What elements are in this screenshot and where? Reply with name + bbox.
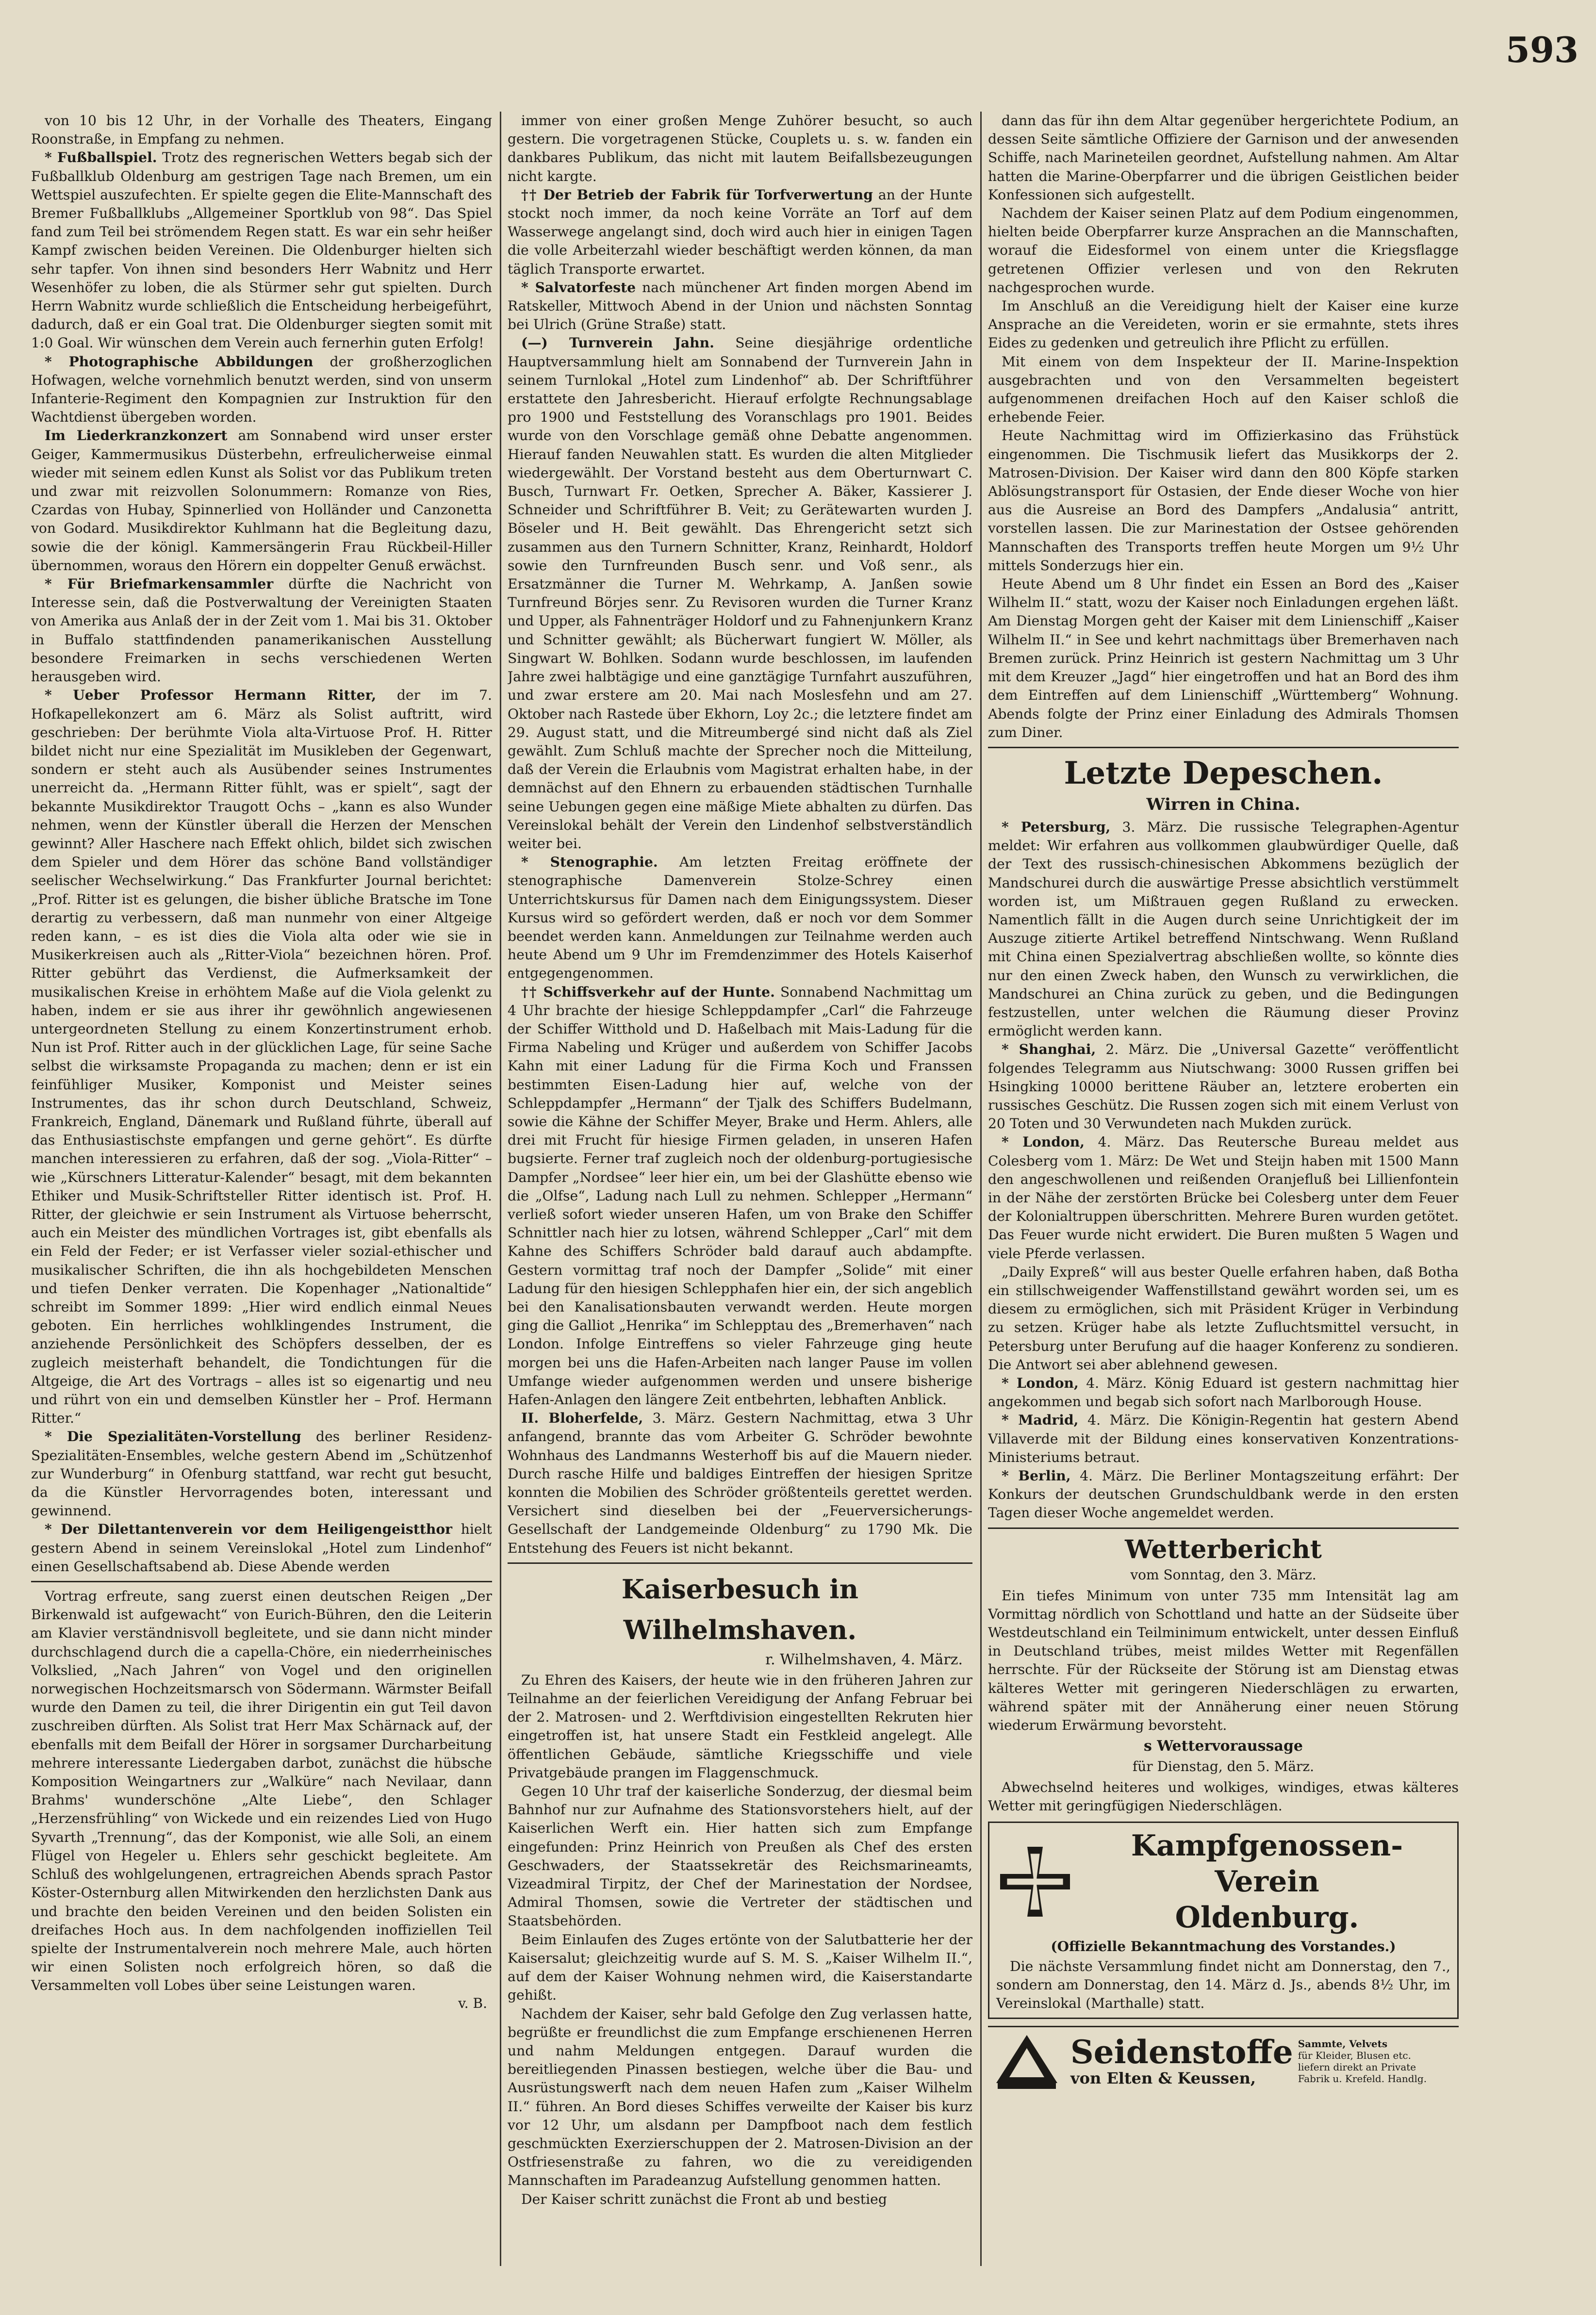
article-text: hielt gestern Abend in seinem Vereinslokal „Hotel zum Lindenhof“ einen Gesellschaftsabend ab. Diese Abende werden: [31, 1521, 492, 1575]
article-heading: * Der Dilettantenverein vor dem Heiligengeistthor: [45, 1521, 453, 1538]
fabric-bale-icon: [988, 2032, 1066, 2090]
headline-weather: Wetterbericht: [1125, 1534, 1322, 1564]
iron-cross-icon: [996, 1843, 1074, 1921]
article-heading: * Ueber Professor Hermann Ritter,: [45, 687, 377, 704]
article-paragraph: Zu Ehren des Kaisers, der heute wie in den früheren Jahren zur Teilnahme an der feierlichen Vereidigung der Anfang Februar bei der 2. Matrosen- und 2. Werftdivision eingestellten Rekruten hier eingetroffen ist, hat unsere Stadt ein Festkleid angelegt. Alle öffentlichen Gebäude, sämtliche Kriegsschiffe und viele Privatgebäude prangen im Flaggenschmuck.: [508, 1672, 972, 1781]
dispatch-text: 4. März. Die Königin-Regentin hat gestern Abend Villaverde mit der Bildung eines konservativen Konzentrations-Ministeriums betraut.: [988, 1412, 1459, 1465]
article-text: der im 7. Hofkapellekonzert am 6. März als Solist auftritt, wird geschrieben: Der berühmte Viola alta-Virtuose Prof. H. Ritter bildet nicht nur eine Spezialität im Musikleben der Gegenwart, sondern er steht auch als Ausübender seines Instrumentes unerreicht da. „Hermann Ritter fühlt, was er spielt“, sagt der bekannte Musikdirektor Traugott Ochs – „kann es also Wunder nehmen, wenn der Künstler überall die Herzen der Menschen gewinnt? Aller Haschere nach Effekt ohlich, bildet sich zwischen dem Spieler und dem Hörer das schöne Band vollständiger seelischer Wechselwirkung.“ Das Frankfurter Journal berichtet: „Prof. Ritter ist es gelungen, die bisher übliche Bratsche im Tone derartig zu verbessern, daß man nunmehr von einer Altgeige reden kann, – es ist dies die Viola alta oder wie sie in Musikerkreisen auch als „Ritter-Viola“ bezeichnen hören. Prof. Ritter gebührt das Verdienst, die Aufmerksamkeit der musikalischen Kreise in erhöhtem Maße auf die Viola gelenkt zu haben, indem er sie aus ihrer ihr gewöhnlich angewiesenen untergeordneten Stellung zu einem Konzertinstrument erhob. Nun ist Prof. Ritter auch in der glücklichen Lage, für seine Sache selbst die wirksamste Propaganda zu machen; denn er ist ein feinfühliger Musiker, Komponist und Meister seines Instrumentes, das ihr schon durch Deutschland, Schweiz, Frankreich, England, Dänemark und Rußland führte, überall auf das Enthusiastischste empfangen und gerne gehört“. Es dürfte manchen interessieren zu erfahren, daß der sog. „Viola-Ritter“ – wie „Kürschners Litteratur-Kalender“ besagt, mit dem bekannten Ethiker und Musik-Schriftsteller Ritter identisch ist. Prof. H. Ritter, der gleichwie er sein Instrument als Virtuose beherrscht, auch ein Meister des mündlichen Vortrages ist, gibt ebenfalls als ein Feld der Feder; er ist Verfasser vieler sozial-ethischer und musikalischer Schriften, die ihn als hochgebildeten Menschen und tiefen Denker verraten. Die Kopenhager „Nationaltide“ schreibt im Sommer 1899: „Hier wird endlich einmal Neues geboten. Ein herrliches wohlklingendes Instrument, die anziehende Persönlichkeit des Schöpfers desselben, der es zugleich meisterhaft behandelt, die Tondichtungen für die Altgeige, die Art des Vortrags – alles ist so eigenartig und neu und rührt von ein und demselben Künstler her – Prof. Hermann Ritter.“: [31, 687, 492, 1427]
article-stenography: [508, 853, 972, 983]
article-paragraph: Vortrag erfreute, sang zuerst einen deutschen Reigen „Der Birkenwald ist aufgewacht“ von Eurich-Bühren, den die Leiterin am Klavier verständnisvoll begleitete, und sie dann nicht minder durchschlagend durch die a capella-Chöre, ein niederrheinisches Volkslied, „Nach Jahren“ von Vogel und den originellen norwegischen Hochzeitsmarsch von Södermann. Wärmster Beifall wurde den Damen zu teil, die ihrer Dirigentin ein gut Teil davon zuschreiben dürften. Als Solist trat Herr Max Schärnack auf, der ebenfalls mit dem Beifall der Hörer in sorgsamer Durcharbeitung mehrere interessante Liedergaben darbot, zunächst die hübsche Komposition Weingartners zur „Walküre“ nach Nevilaar, dann Brahms' wunderschöne „Alte Liebe“, den Schlager „Herzensfrühling“ von Wickede und ein reizendes Lied von Hugo Syvarth „Trennung“, das der Komponist, wie alle Soli, an einem Flügel von Hegeler u. Ehlers sehr geschickt begleitete. Am Schluß des wohlgelungenen, ertragreichen Abends sprach Pastor Köster-Osternburg allen Mitwirkenden den herzlichsten Dank aus und brachte den beiden Vereinen und den beiden Solisten ein dreifaches Hoch aus. In dem nachfolgenden inoffiziellen Teil spielte der Instrumentalverein noch mehrere Male, auch hörten wir einen Solisten noch erfolgreich hören, so daß die Versammelten voll Lobes über seine Leistungen waren.: [31, 1588, 492, 1994]
article-paragraph: Der Kaiser schritt zunächst die Front ab und bestieg: [521, 2191, 887, 2207]
forecast-heading: s Wettervoraussage: [1143, 1738, 1303, 1755]
ad-silk-side-4: Fabrik u. Krefeld. Handlg.: [1298, 2073, 1427, 2085]
article-salvator: [508, 279, 972, 334]
dispatch-text: 2. März. Die „Universal Gazette“ veröffentlicht folgendes Telegramm aus Niutschwang: 3000 Russen griffen bei Hsingking 10000 berittene Räuber an, letztere eroberten ein russisches Geschütz. Die Russen zogen sich mit einem Verlust von 20 Toten und 30 Verwundeten nach Mukden zurück.: [988, 1041, 1459, 1132]
article-text: nach münchener Art finden morgen Abend im Ratskeller, Mittwoch Abend in der Union und nächsten Sonntag bei Ulrich (Grüne Straße) statt.: [508, 279, 972, 333]
dispatch-berlin: [988, 1467, 1459, 1523]
ad-text: Die nächste Versammlung findet nicht am Donnerstag, den 7., sondern am Donnerstag, den 14. März d. Js., abends 8½ Uhr, im Vereinslokal (Marthalle) statt.: [996, 1958, 1450, 2012]
article-paragraph: Im Anschluß an die Vereidigung hielt der Kaiser eine kurze Ansprache an die Vereideten, worin er sie ermahnte, stets ihres Eides zu gedenken und getreulich ihre Pflicht zu erfüllen.: [988, 298, 1459, 351]
article-photos: [31, 353, 492, 427]
article-heading: †† Der Betrieb der Fabrik für Torfverwertung: [521, 186, 873, 203]
dispatch-heading: * Petersburg,: [1002, 819, 1111, 835]
ad-title-line1: Kampfgenossen-Verein: [1131, 1828, 1403, 1899]
article-dilettante: [31, 1520, 492, 1576]
article-text: am Sonnabend wird unser erster Geiger, Kammermusikus Düsterbehn, erfreulicherweise einmal wieder mit seinem edlen Kunst als Solist vor das Publikum treten und zwar mit reizvollen Solonummern: Romanze von Ries, Czardas von Hubay, Spinnerlied von Holländer und Canzonetta von Godard. Musikdirektor Kuhlmann hat die Begleitung dazu, sowie die der königl. Kammersängerin Frau Rückbeil-Hiller übernommen, woraus den Hörern ein doppelter Genuß erwächst.: [31, 427, 492, 574]
subheadline-china: Wirren in China.: [1146, 794, 1300, 814]
article-variety: [31, 1428, 492, 1520]
column-rule: [500, 112, 501, 2266]
separator-rule: [508, 1562, 972, 1564]
forecast-date: für Dienstag, den 5. März.: [1132, 1758, 1315, 1775]
article-paragraph: Gegen 10 Uhr traf der kaiserliche Sonderzug, der diesmal beim Bahnhof nur zur Aufnahme des Stationsvorstehers hielt, auf der Kaiserlichen Werft ein. Hier hatten sich zum Empfange eingefunden: Prinz Heinrich von Preußen als Chef des ersten Geschwaders, der Staatssekretär des Reichsmarineamts, Vizeadmiral Tirpitz, der Chef der Marinestation der Nordsee, Admiral Thomsen, sowie die Vertreter der städtischen und Staatsbehörden.: [508, 1783, 972, 1929]
article-stamps: [31, 575, 492, 686]
dispatch-heading: * Shanghai,: [1002, 1041, 1096, 1058]
dispatch-text: 4. März. Das Reutersche Bureau meldet aus Colesberg vom 1. März: De Wet und Steijn haben mit 1500 Mann den angeschwollenen und reißenden Oranjefluß bei Lillienfontein in der Nähe der zerstörten Brücke bei Colesberg unter dem Feuer der Kolonialtruppen überschritten. Mehrere Buren wurden getötet. Das Feuer wurde nicht erwidert. Die Buren mußten 5 Wagen und viele Pferde verlassen.: [988, 1134, 1459, 1262]
ad-silk-title: Seidenstoffe: [1070, 2033, 1293, 2071]
article-text: Seine diesjährige ordentliche Hauptversammlung hielt am Sonnabend der Turnverein Jahn in seinem Turnlokal „Hotel zum Lindenhof“ ab. Der Schriftführer erstattete den Jahresbericht. Hierauf erfolgte Rechnungsablage pro 1900 und Feststellung des Voranschlags pro 1901. Beides wurde von den Vorschlage gemäß ohne Debatte angenommen. Hierauf fanden Neuwahlen statt. Es wurden die alten Mitglieder wiedergewählt. Der Vorstand besteht aus dem Oberturnwart C. Busch, Turnwart Fr. Oetken, Sprecher A. Bäker, Kassierer J. Schneider und Schriftführer B. Veit; zu Gerätewarten wurden J. Böseler und H. Beit gewählt. Das Ehrengericht setzt sich zusammen aus den Turnern Schnitter, Kranz, Reinhardt, Holdorf sowie den Turnfreunden Busch senr. und Voß senr., als Ersatzmänner die Turner M. Wehrkamp, A. Janßen sowie Turnfreund Börjes senr. Zu Revisoren wurden die Turner Kranz und Upper, als Fahnenträger Holdorf und zu Fahnenjunkern Kranz und Schnitter gewählt; als Bücherwart fungiert W. Möller, als Singwart W. Bohlken. Sodann wurde beschlossen, im laufenden Jahre zwei halbtägige und eine ganztägige Turnfahrt auszuführen, und zwar erstere am 20. Mai nach Moslesfehn und am 27. Oktober nach Rastede über Ekhorn, Loy 2c.; die letztere findet am 29. August statt, und die Mitreumbergé sind nicht daß als Ziel gewählt. Zum Schluß machte der Sprecher noch die Mitteilung, daß der Verein die Erlaubnis vom Magistrat erhalten habe, in der demnächst auf den Ehnern zu erbauenden städtischen Turnhalle seine Uebungen gegen eine mäßige Miete abhalten zu dürfen. Das Vereinslokal behält der Verein den Lindenhof selbstverständlich weiter bei.: [508, 335, 972, 852]
article-heading: * Die Spezialitäten-Vorstellung: [45, 1428, 301, 1445]
article-text: Trotz des regnerischen Wetters begab sich der Fußballklub Oldenburg am gestrigen Tage nach Bremen, um ein Wettspiel auszufechten. Er spielte gegen die Elite-Mannschaft des Bremer Fußballklubs „Allgemeiner Sportklub von 98“. Das Spiel fand zum Teil bei strömendem Regen statt. Es war ein sehr heißer Kampf zwischen beiden Vereinen. Die Oldenburger hielten sich sehr tapfer. Von ihnen sind besonders Herr Wabnitz und Herr Wesenhöfer zu loben, die als Stürmer sehr gut spielten. Durch Herrn Wabnitz wurde schließlich die Entscheidung herbeigeführt, dadurch, daß er ein Goal trat. Die Oldenburger siegten somit mit 1:0 Goal. Wir wünschen dem Verein auch fernerhin guten Erfolg!: [31, 149, 492, 351]
article-text: der großherzoglichen Hofwagen, welche vornehmlich benutzt werden, sind von unserm Infanterie-Regiment den Kompagnien zur Instruktion für den Wachtdienst übergeben worden.: [31, 353, 492, 426]
article-paragraph: Mit einem von dem Inspekteur der II. Marine-Inspektion ausgebrachten und von den Versammelten begeistert aufgenommenen dreifachen Hoch auf den Kaiser schloß die erhebende Feier.: [988, 353, 1459, 426]
dateline: r. Wilhelmshaven, 4. März.: [765, 1651, 963, 1668]
article-heading: * Stenographie.: [521, 854, 658, 870]
dispatch-heading: * Berlin,: [1002, 1468, 1071, 1484]
article-text: des berliner Residenz-Spezialitäten-Ensembles, welche gestern Abend im „Schützenhof zur Wunderburg“ in Ofenburg stattfand, war recht gut besucht, da die Künstler Hervorragendes boten, interessant und gewinnend.: [31, 1428, 492, 1519]
article-heading: II. Bloherfelde,: [521, 1410, 643, 1427]
article-heading: Im Liederkranzkonzert: [45, 427, 228, 444]
dispatch-petersburg: [988, 818, 1459, 1040]
dispatch-madrid: [988, 1411, 1459, 1467]
ad-subtitle: (Offizielle Bekanntmachung des Vorstandes.): [1051, 1938, 1396, 1954]
article-paragraph: von 10 bis 12 Uhr, in der Vorhalle des Theaters, Eingang Roonstraße, in Empfang zu nehmen.: [31, 113, 492, 148]
headline-kaiserbesuch: Kaiserbesuch in Wilhelmshaven.: [621, 1573, 859, 1645]
article-paragraph: Nachdem der Kaiser seinen Platz auf dem Podium eingenommen, hielten beide Oberpfarrer kurze Ansprachen an die Mannschaften, worauf die Eidesformel von einem unter die Kriegsflagge getretenen Offizier verlesen und von den Rekruten nachgesprochen wurde.: [988, 205, 1459, 296]
separator-rule: [31, 1581, 492, 1582]
ad-seidenstoffe: [988, 2026, 1459, 2090]
ad-header: [996, 1828, 1450, 1936]
article-text: Sonnabend Nachmittag um 4 Uhr brachte der hiesige Schleppdampfer „Carl“ die Fahrzeuge der Schiffer Witthold und D. Haßelbach mit Mais-Ladung für die Firma Nabeling und Krüger und außerdem von Schiffer Jacobs Kahn mit einer Ladung für die Firma Koch und Franssen bestimmten Eisen-Ladung hier auf, welche von der Schleppdampfer „Hermann“ der Tjalk des Schiffers Budelmann, sowie die Kähne der Schiffer Meyer, Brake und Herm. Ahlers, alle drei mit Frucht für hiesige Firmen geladen, in unseren Hafen bugsierte. Ferner traf zugleich noch der oldenburg-portugiesische Dampfer „Nordsee“ leer hier ein, um bei der Glashütte ebenso wie die „Olfse“, Ladung nach Lull zu nehmen. Schlepper „Hermann“ verließ sofort wieder unseren Hafen, um von Brake den Schiffer Schnittler nach hier zu lotsen, während Schlepper „Carl“ mit dem Kahne des Schiffers Schröder bald darauf auch abdampfte. Gestern vormittag traf noch der Dampfer „Solide“ mit einer Ladung für den hiesigen Schlepphafen hier ein, der sich angeblich bei den Kanalisationsbauten verwandt werden. Heute morgen ging die Galliot „Henrika“ im Schlepptau des „Bremerhaven“ nach London. Infolge Eintreffens so vieler Fahrzeuge ging heute morgen bei uns die Hafen-Arbeiten nach langer Pause im vollen Umfange wieder aufgenommen werden und unsere bisherige Hafen-Anlagen den längere Zeit entbehrten, lebhaften Anblick.: [508, 984, 972, 1408]
dispatch-text: 3. März. Die russische Telegraphen-Agentur meldet: Wir erfahren aus vollkommen glaubwürdiger Quelle, daß der Text des russisch-chinesischen Abkommens bezüglich der Mandschurei durch die auswärtige Presse absichtlich verstümmelt worden ist, um Mißtrauen gegen Rußland zu erwecken. Namentlich fällt in die Augen durch seine Unrichtigkeit der im Auszuge zitierte Artikel betreffend Nintschwang. Wenn Rußland mit China einen Spezialvertrag abschließen wollte, so könnte dies nur den einen Zweck haben, den Wunsch zu verwirklichen, die Mandschurei an China zurück zu geben, und die Bedingungen festzustellen, unter welchen die Räumung dieser Provinz ermöglicht werden kann.: [988, 819, 1459, 1039]
column-right: [988, 112, 1459, 2266]
article-ritter: [31, 686, 492, 1428]
article-text: dürfte die Nachricht von Interesse sein, daß die Postverwaltung der Vereinigten Staaten von Amerika aus Anlaß der in der Zeit vom 1. Mai bis 31. Oktober in Buffalo stattfindenden panamerikanischen Ausstellung besondere Freimarken in sechs verschiedenen Werten herausgeben wird.: [31, 576, 492, 685]
column-middle: [508, 112, 972, 2276]
dispatch-heading: * London,: [1002, 1134, 1085, 1150]
separator-rule: [988, 1527, 1459, 1529]
dispatch-heading: * Madrid,: [1002, 1412, 1079, 1428]
ad-silk-company: von Elten & Keussen,: [1070, 2069, 1256, 2088]
dispatch-london-king: [988, 1374, 1459, 1411]
article-heading: (—) Turnverein Jahn.: [521, 335, 714, 351]
ad-kampfgenossen: [988, 1822, 1459, 2019]
article-signature: v. B.: [458, 1995, 487, 2011]
forecast-text: Abwechselnd heiteres und wolkiges, windiges, etwas kälteres Wetter mit geringfügigen Niederschlägen.: [988, 1779, 1459, 1814]
article-heading: * Für Briefmarkensammler: [45, 576, 274, 592]
column-rule: [980, 112, 982, 2266]
ad-silk-side-1: Sammte, Velvets: [1298, 2038, 1388, 2050]
article-heading: †† Schiffsverkehr auf der Hunte.: [521, 984, 775, 1000]
article-football: [31, 148, 492, 352]
article-turnverein: [508, 334, 972, 853]
separator-rule: [988, 747, 1459, 748]
article-shipping: [508, 983, 972, 1410]
ad-silk-side-block: [1298, 2038, 1427, 2085]
dispatch-heading: * London,: [1002, 1375, 1079, 1391]
article-paragraph: immer von einer großen Menge Zuhörer besucht, so auch gestern. Die vorgetragenen Stücke, Couplets u. s. w. fanden ein dankbares Publikum, das nicht mit lautem Beifallsbezeugungen nicht kargte.: [508, 113, 972, 184]
article-heading: * Photographische Abbildungen: [45, 353, 313, 370]
ad-silk-side-2: für Kleider, Blusen etc.: [1298, 2050, 1411, 2062]
article-paragraph: dann das für ihn dem Altar gegenüber hergerichtete Podium, an dessen Seite sämtliche Offiziere der Garnison und der anwesenden Schiffe, nach Marineteilen geordnet, Aufstellung nahmen. Am Altar hatten die Marine-Oberpfarrer und die übrigen Geistlichen beider Konfessionen sich aufgestellt.: [988, 113, 1459, 203]
article-heading: * Salvatorfeste: [521, 279, 636, 296]
article-text: an der Hunte stockt noch immer, da noch keine Vorräte an Torf auf dem Wasserwege angelangt sind, doch wird auch hier in einigen Tagen die volle Arbeiterzahl wieder beschäftigt werden können, da man täglich Transporte erwartet.: [508, 186, 972, 277]
article-heading: * Fußballspiel.: [45, 149, 157, 166]
headline-depeschen: Letzte Depeschen.: [1064, 755, 1383, 791]
weather-report: Ein tiefes Minimum von unter 735 mm Intensität lag am Vormittag nördlich von Schottland und hatte an der Südseite über Westdeutschland ein Teilminimum entwickelt, unter dessen Einfluß in Deutschland trübes, meist mildes Wetter mit Regenfällen herrschte. Für der Rückseite der Störung ist am Dienstag etwas kälteres Wetter mit geringeren Niederschlägen zu erwarten, während später mit der Annäherung einer neuen Störung wiederum Erwärmung bevorsteht.: [988, 1587, 1459, 1734]
article-paragraph: Heute Nachmittag wird im Offizierkasino das Frühstück eingenommen. Die Tischmusik liefert das Musikkorps der 2. Matrosen-Division. Der Kaiser wird dann den 800 Köpfe starken Ablösungstransport für Ostasien, der Ende dieser Woche von hier aus die Ausreise an Bord des Dampfers „Andalusia“ antritt, vorstellen lassen. Die zur Marinestation der Ostsee gehörenden Mannschaften des Transports treffen heute Morgen um 9½ Uhr mittels Sonderzugs hier ein.: [988, 427, 1459, 574]
dispatch-shanghai: [988, 1040, 1459, 1133]
column-left: [31, 112, 492, 2266]
ad-title-line2: Oldenburg.: [1175, 1900, 1359, 1935]
article-text: Am letzten Freitag eröffnete der stenographische Damenverein Stolze-Schrey einen Unterrichtskursus für Damen nach dem Einigungssystem. Dieser Kursus wird so gefördert werden, daß er noch vor dem Sommer beendet werden kann. Anmeldungen zur Teilnahme werden auch heute Abend um 9 Uhr im Fremdenzimmer des Hotels Kaiserhof entgegengenommen.: [508, 854, 972, 982]
ad-silk-side-3: liefern direkt an Private: [1298, 2061, 1416, 2073]
article-peat-factory: [508, 186, 972, 279]
article-bloherfelde: [508, 1409, 972, 1558]
dispatch-text: 4. März. König Eduard ist gestern nachmittag hier angekommen und begab sich sofort nach Marlborough House.: [988, 1375, 1459, 1410]
article-text: 3. März. Gestern Nachmittag, etwa 3 Uhr anfangend, brannte das vom Arbeiter G. Schröder bewohnte Wohnhaus des Landmanns Westerhoff bis auf die Mauern nieder. Durch rasche Hilfe und baldiges Eintreffen der hiesigen Spritze konnten die Mobilien des Schröder größtenteils gerettet werden. Versichert sind dieselben bei der „Feuerversicherungs-Gesellschaft der Landgemeinde Oldenburg“ zu 1790 Mk. Die Entstehung des Feuers ist nicht bekannt.: [508, 1410, 972, 1556]
article-concert: [31, 427, 492, 575]
dispatch-london: [988, 1133, 1459, 1263]
weather-date: vom Sonntag, den 3. März.: [1130, 1566, 1316, 1583]
dispatch-text: 4. März. Die Berliner Montagszeitung erfährt: Der Konkurs der deutschen Grundschuldbank werde in den ersten Tagen dieser Woche angemeldet werden.: [988, 1468, 1459, 1521]
dispatch-paragraph: „Daily Expreß“ will aus bester Quelle erfahren haben, daß Botha ein stillschweigender Waffenstillstand gewährt worden sei, um es diesem zu ermöglichen, sich mit Präsident Krüger in Verbindung zu setzen. Krüger habe als letzte Zufluchtsmittel versucht, in Petersburg unter Berufung auf die haager Konferenz zu sondieren. Die Antwort sei aber ablehnend gewesen.: [988, 1264, 1459, 1373]
article-paragraph: Beim Einlaufen des Zuges ertönte von der Salutbatterie her der Kaisersalut; gleichzeitig wurde auf S. M. S. „Kaiser Wilhelm II.“, auf dem der Kaiser Wohnung nehmen wird, die Kaiserstandarte gehißt.: [508, 1931, 972, 2003]
article-paragraph: Heute Abend um 8 Uhr findet ein Essen an Bord des „Kaiser Wilhelm II.“ statt, wozu der Kaiser noch Einladungen ergehen läßt. Am Dienstag Morgen geht der Kaiser mit dem Linienschiff „Kaiser Wilhelm II.“ in See und kehrt nachmittags über Bremerhaven nach Bremen zurück. Prinz Heinrich ist gestern Nachmittag um 3 Uhr mit dem Kreuzer „Jagd“ hier eingetroffen und hat an Bord des ihm dem Eintreffen auf dem Linienschiff „Württemberg“ Wohnung. Abends folgte der Prinz einer Einladung des Admirals Thomsen zum Diner.: [988, 576, 1459, 740]
ad-silk-main-block: [1070, 2035, 1293, 2087]
page-number: 593: [1505, 29, 1579, 70]
ad-title-block: [1084, 1828, 1450, 1936]
article-paragraph: Nachdem der Kaiser, sehr bald Gefolge den Zug verlassen hatte, begrüßte er freundlichst die zum Empfange erschienenen Herren und nahm Meldungen entgegen. Darauf wurden die bereitliegenden Pinassen bestiegen, welche über die Bau- und Ausrüstungswerft nach dem neuen Hafen zum „Kaiser Wilhelm II.“ führen. An Bord dieses Schiffes verweilte der Kaiser bis kurz vor 12 Uhr, um alsdann per Dampfboot nach dem festlich geschmückten Exerzierschuppen der 2. Matrosen-Division an der Ostfriesenstraße zu fahren, wo die zu vereidigenden Mannschaften im Paradeanzug Aufstellung genommen hatten.: [508, 2005, 972, 2189]
